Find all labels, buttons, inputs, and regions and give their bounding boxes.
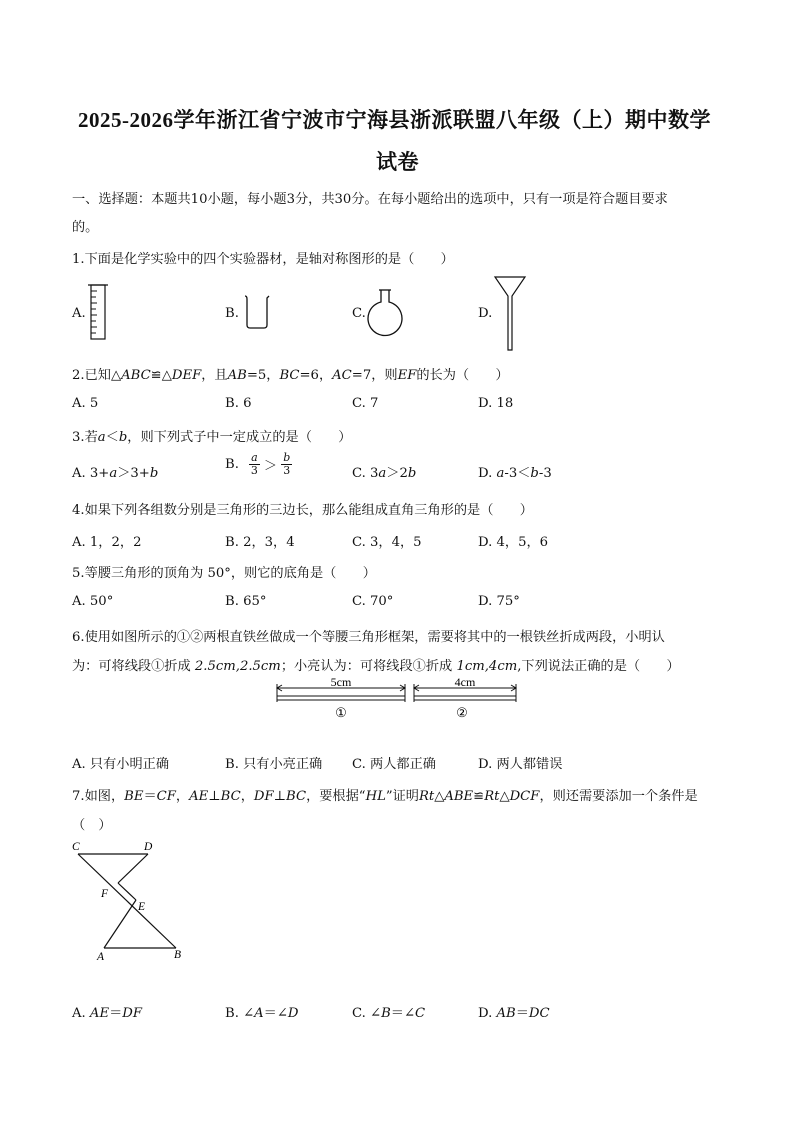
point-b-label: B — [174, 949, 182, 961]
funnel-icon — [493, 274, 527, 354]
section-header-line1: 一、选择题：本题共10小题，每小题3分，共30分。在每小题给出的选项中，只有一项是符合题目要求 — [72, 192, 668, 207]
point-c-label: C — [72, 841, 80, 853]
question-6-line2: 为：可将线段①折成 2.5cm,2.5cm；小亮认为：可将线段①折成 1cm,4cm,下列说法正确的是（ ） — [72, 659, 680, 674]
wire-1-label: ① — [335, 705, 347, 720]
page-title-line2: 试卷 — [376, 150, 419, 174]
question-6-line1: 6.使用如图所示的①②两根直铁丝做成一个等腰三角形框架，需要将其中的一根铁丝折成两段，小明认 — [72, 630, 665, 645]
point-d-label: D — [144, 841, 153, 853]
q6-option-a[interactable]: A. 只有小明正确 — [72, 757, 170, 772]
wire-2-length: 4cm — [454, 676, 476, 689]
q1-option-c[interactable]: C. — [352, 306, 366, 321]
q5-option-d[interactable]: D. 75° — [478, 594, 520, 609]
beaker-icon — [242, 293, 272, 331]
q4-option-c[interactable]: C. 3，4，5 — [352, 535, 422, 550]
q7-option-c[interactable]: C. ∠B＝∠C — [352, 1006, 426, 1021]
q6-option-b[interactable]: B. 只有小亮正确 — [225, 757, 323, 772]
q2-option-d[interactable]: D. 18 — [478, 396, 514, 411]
page-title-line1: 2025-2026学年浙江省宁波市宁海县浙派联盟八年级（上）期中数学 — [78, 108, 711, 132]
wire-segments-figure — [272, 676, 522, 722]
q3-option-c[interactable]: C. 3a＞2b — [352, 466, 417, 481]
q6-option-c[interactable]: C. 两人都正确 — [352, 757, 436, 772]
q2-option-c[interactable]: C. 7 — [352, 396, 379, 411]
question-5-stem: 5.等腰三角形的顶角为 50°，则它的底角是（ ） — [72, 566, 376, 581]
question-7-line2: （ ） — [72, 818, 112, 833]
question-1-stem: 1.下面是化学实验中的四个实验器材，是轴对称图形的是（ ） — [72, 252, 454, 267]
q5-option-b[interactable]: B. 65° — [225, 594, 267, 609]
q1-option-d[interactable]: D. — [478, 306, 493, 321]
q2-option-a[interactable]: A. 5 — [72, 396, 99, 411]
q7-option-b[interactable]: B. ∠A＝∠D — [225, 1006, 299, 1021]
q3-option-b[interactable]: B. $\frac{a}{3}$ ＞ $\frac{b}{3}$ — [225, 451, 291, 477]
q1-option-b[interactable]: B. — [225, 306, 239, 321]
question-7-line1: 7.如图，BE＝CF，AE⊥BC，DF⊥BC，要根据“HL”证明Rt△ABE≌Rt△DCF，则还需要添加一个条件是 — [72, 789, 698, 804]
point-e-label: E — [138, 901, 146, 913]
graduated-cylinder-icon — [86, 283, 110, 341]
point-f-label: F — [101, 888, 109, 900]
geometry-figure-q7 — [66, 838, 196, 966]
q4-option-b[interactable]: B. 2，3，4 — [225, 535, 295, 550]
q3-option-a[interactable]: A. 3+a＞3+b — [72, 466, 159, 481]
q6-option-d[interactable]: D. 两人都错误 — [478, 757, 563, 772]
q5-option-a[interactable]: A. 50° — [72, 594, 114, 609]
question-4-stem: 4.如果下列各组数分别是三角形的三边长，那么能组成直角三角形的是（ ） — [72, 503, 533, 518]
q4-option-d[interactable]: D. 4，5，6 — [478, 535, 549, 550]
q7-option-a[interactable]: A. AE＝DF — [72, 1006, 142, 1021]
wire-2-label: ② — [456, 705, 468, 720]
q1-option-a[interactable]: A. — [72, 306, 86, 321]
round-flask-icon — [366, 288, 404, 338]
point-a-label: A — [97, 951, 105, 963]
q4-option-a[interactable]: A. 1，2，2 — [72, 535, 142, 550]
q7-option-d[interactable]: D. AB＝DC — [478, 1006, 550, 1021]
wire-1-length: 5cm — [330, 676, 352, 689]
section-header-line2: 的。 — [72, 220, 99, 235]
q3-option-d[interactable]: D. a-3＜b-3 — [478, 466, 552, 481]
q5-option-c[interactable]: C. 70° — [352, 594, 394, 609]
question-3-stem: 3.若a＜b，则下列式子中一定成立的是（ ） — [72, 430, 352, 445]
q2-option-b[interactable]: B. 6 — [225, 396, 252, 411]
question-2-stem: 2.已知△ABC≌△DEF，且AB=5，BC=6，AC=7，则EF的长为（ ） — [72, 368, 509, 383]
